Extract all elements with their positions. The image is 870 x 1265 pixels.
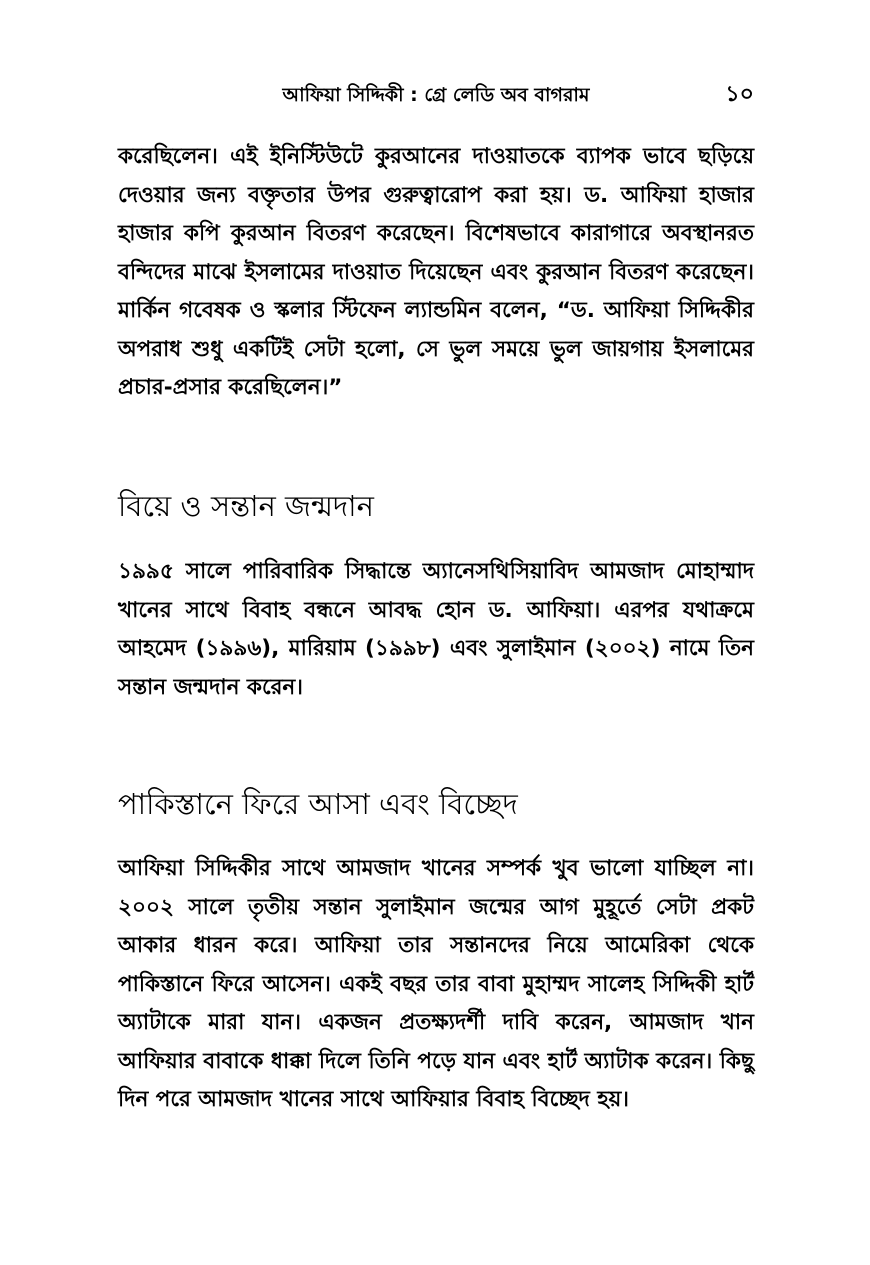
running-header — [118, 80, 754, 112]
page-number: ১০ — [725, 82, 754, 107]
section-heading-return-and-separation: পাকিস্তানে ফিরে আসা এবং বিচ্ছেদ — [118, 787, 518, 821]
section-heading-marriage: বিয়ে ও সন্তান জন্মদান — [118, 489, 374, 523]
body-paragraph-return-and-separation: আফিয়া সিদ্দিকীর সাথে আমজাদ খানের সম্পর্ক খুব ভালো যাচ্ছিল না। ২০০২ সালে তৃতীয় সন্তান সুলাইমান জন্মের আগ মুহূর্তে সেটা প্রকট আকার ধারন করে। আফিয়া তার সন্তানদের নিয়ে আমেরিকা থেকে পাকিস্তানে ফিরে আসেন। একই বছর তার বাবা মুহাম্মদ সালেহ সিদ্দিকী হার্ট অ্যাটাকে মারা যান। একজন প্রতক্ষ্যদর্শী দাবি করেন, আমজাদ খান আফিয়ার বাবাকে ধাক্কা দিলে তিনি পড়ে যান এবং হার্ট অ্যাটাক করেন। কিছু দিন পরে আমজাদ খানের সাথে আফিয়ার বিবাহ বিচ্ছেদ হয়। — [118, 856, 754, 1112]
running-title: আফিয়া সিদ্দিকী : গ্রে লেডি অব বাগরাম — [282, 84, 590, 106]
body-paragraph-continued: করেছিলেন। এই ইনিস্টিউটে কুরআনের দাওয়াতকে ব্যাপক ভাবে ছড়িয়ে দেওয়ার জন্য বক্তৃতার উপর গুরুত্বারোপ করা হয়। ড. আফিয়া হাজার হাজার কপি কুরআন বিতরণ করেছেন। বিশেষভাবে কারাগারে অবস্থানরত বন্দিদের মাঝে ইসলামের দাওয়াত দিয়েছেন এবং কুরআন বিতরণ করেছেন। মার্কিন গবেষক ও স্কলার স্টিফেন ল্যান্ডমিন বলেন, “ড. আফিয়া সিদ্দিকীর অপরাধ শুধু একটিই সেটা হলো, সে ভুল সময়ে ভুল জায়গায় ইসলামের প্রচার-প্রসার করেছিলেন।” — [118, 144, 754, 400]
body-paragraph-marriage: ১৯৯৫ সালে পারিবারিক সিদ্ধান্তে অ্যানেসথিসিয়াবিদ আমজাদ মোহাম্মাদ খানের সাথে বিবাহ বন্ধনে আবদ্ধ হোন ড. আফিয়া। এরপর যথাক্রমে আহমেদ (১৯৯৬), মারিয়াম (১৯৯৮) এবং সুলাইমান (২০০২) নামে তিন সন্তান জন্মদান করেন। — [118, 559, 754, 700]
